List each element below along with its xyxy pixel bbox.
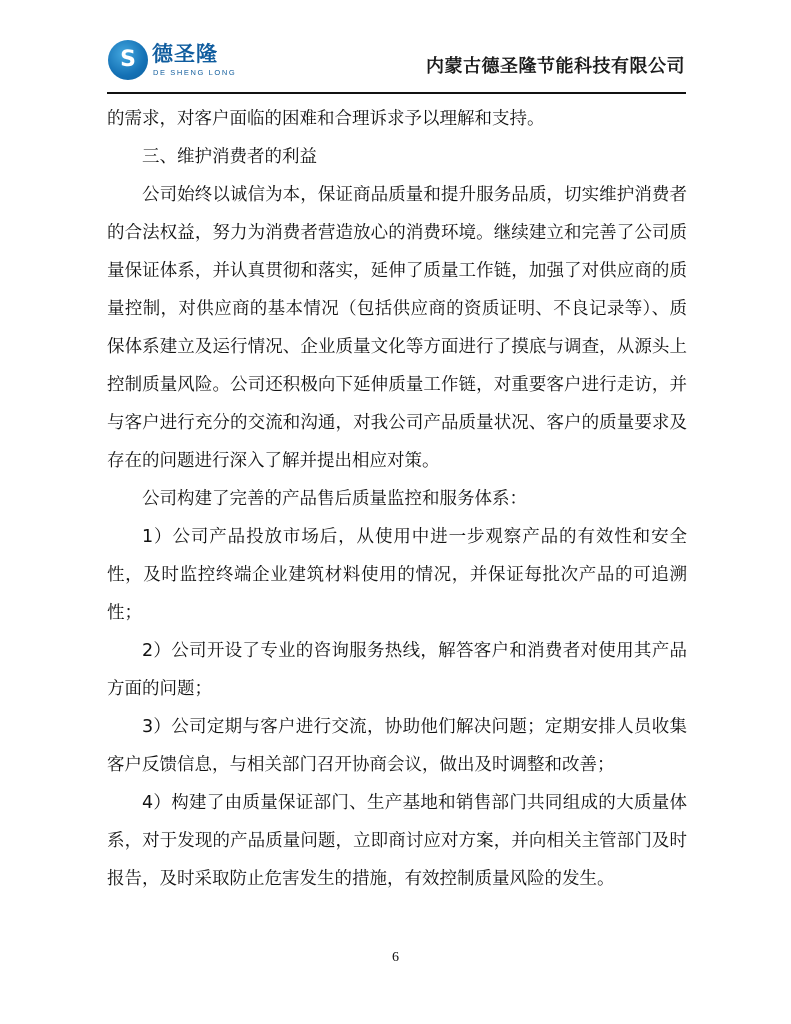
section-heading: 三、维护消费者的利益 <box>142 147 317 167</box>
list-item: 3）公司定期与客户进行交流，协助他们解决问题；定期安排人员收集客户反馈信息，与相关部门召开协商会议，做出及时调整和改善； <box>107 717 687 775</box>
logo-english-name: DE SHENG LONG <box>153 68 237 77</box>
document-body <box>107 100 687 898</box>
page-number: 6 <box>392 950 399 965</box>
paragraph: 的需求，对客户面临的困难和合理诉求予以理解和支持。 <box>107 109 545 129</box>
page-header <box>108 34 685 90</box>
logo-letter: S <box>120 47 136 72</box>
list-item: 2）公司开设了专业的咨询服务热线，解答客户和消费者对使用其产品方面的问题； <box>107 641 687 699</box>
company-name-heading: 内蒙古德圣隆节能科技有限公司 <box>426 56 685 77</box>
paragraph: 公司构建了完善的产品售后质量监控和服务体系： <box>142 489 527 509</box>
logo-circle-icon <box>108 40 148 80</box>
logo-chinese-name: 德圣隆 <box>152 42 218 66</box>
paragraph: 公司始终以诚信为本，保证商品质量和提升服务品质，切实维护消费者的合法权益，努力为消费者营造放心的消费环境。继续建立和完善了公司质量保证体系，并认真贯彻和落实，延伸了质量工作链，加强了对供应商的质量控制，对供应商的基本情况（包括供应商的资质证明、不良记录等）、质保体系建立及运行情况、企业质量文化等方面进行了摸底与调查，从源头上控制质量风险。公司还积极向下延伸质量工作链，对重要客户进行走访，并与客户进行充分的交流和沟通，对我公司产品质量状况、客户的质量要求及存在的问题进行深入了解并提出相应对策。 <box>107 185 687 471</box>
list-item: 4）构建了由质量保证部门、生产基地和销售部门共同组成的大质量体系，对于发现的产品质量问题，立即商讨应对方案，并向相关主管部门及时报告，及时采取防止危害发生的措施，有效控制质量风险的发生。 <box>107 793 687 889</box>
list-item: 1）公司产品投放市场后，从使用中进一步观察产品的有效性和安全性，及时监控终端企业建筑材料使用的情况，并保证每批次产品的可追溯性； <box>107 527 687 623</box>
company-logo <box>108 38 238 86</box>
header-divider <box>107 92 686 94</box>
